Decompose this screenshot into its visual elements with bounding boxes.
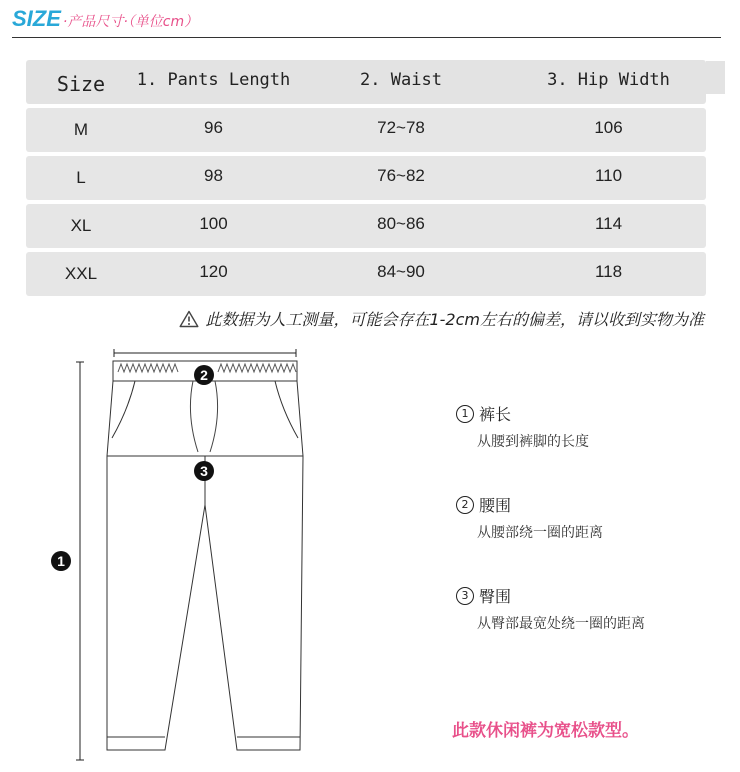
legend-number: 2 [456, 496, 474, 514]
table-row [26, 252, 706, 296]
cell-waist: 72~78 [377, 118, 425, 137]
cell-hip: 106 [594, 118, 623, 137]
length-dimension [76, 362, 84, 760]
page-header [12, 6, 198, 32]
legend-title: 裤长 [479, 405, 512, 424]
fit-note: 此款休闲裤为宽松款型。 [452, 721, 639, 741]
legend-desc: 从臀部最宽处绕一圈的距离 [477, 616, 645, 632]
cell-size: XL [70, 216, 92, 235]
cell-length: 96 [204, 118, 223, 137]
cell-hip: 114 [594, 214, 623, 233]
cell-hip: 118 [594, 262, 623, 281]
header-waist: 2. Waist [360, 70, 442, 90]
legend-pants-length [456, 402, 589, 451]
cell-length: 100 [199, 214, 228, 233]
svg-text:3: 3 [200, 463, 208, 479]
header-hip-width: 3. Hip Width [547, 70, 670, 90]
note-text: 此数据为人工测量，可能会存在1-2cm左右的偏差，请以收到实物为准 [205, 310, 704, 329]
cell-size: M [73, 120, 89, 139]
legend-desc: 从腰部绕一圈的距离 [477, 525, 603, 541]
header-size: Size [56, 72, 106, 96]
header-row-tab [706, 61, 725, 94]
svg-text:2: 2 [200, 367, 208, 383]
cell-size: XXL [64, 264, 98, 283]
table-header-row [26, 60, 706, 104]
pants-diagram [40, 340, 340, 770]
legend-waist [456, 493, 603, 542]
cell-waist: 80~86 [377, 214, 425, 233]
table-row [26, 204, 706, 248]
legend-desc: 从腰到裤脚的长度 [477, 434, 589, 450]
legend-title: 臀围 [479, 587, 512, 606]
size-title: SIZE [12, 6, 61, 31]
cell-waist: 84~90 [377, 262, 425, 281]
size-subtitle: ·产品尺寸·（单位cm） [62, 14, 199, 30]
legend-title: 腰围 [479, 496, 512, 515]
marker-3 [194, 461, 214, 481]
measurement-note [179, 307, 704, 330]
marker-1 [51, 551, 71, 571]
size-table [26, 60, 706, 300]
cell-size: L [76, 168, 86, 187]
legend-number: 1 [456, 405, 474, 423]
pants-outline [107, 361, 303, 750]
svg-text:1: 1 [57, 553, 65, 569]
header-divider [12, 37, 721, 38]
cell-hip: 110 [594, 166, 623, 185]
marker-2 [194, 365, 214, 385]
table-row [26, 108, 706, 152]
header-pants-length: 1. Pants Length [136, 70, 291, 90]
warning-icon [179, 310, 199, 328]
cell-length: 120 [199, 262, 228, 281]
legend-hip [456, 584, 645, 633]
table-row [26, 156, 706, 200]
cell-waist: 76~82 [377, 166, 425, 185]
waist-dimension [114, 349, 296, 357]
legend-number: 3 [456, 587, 474, 605]
cell-length: 98 [204, 166, 223, 185]
